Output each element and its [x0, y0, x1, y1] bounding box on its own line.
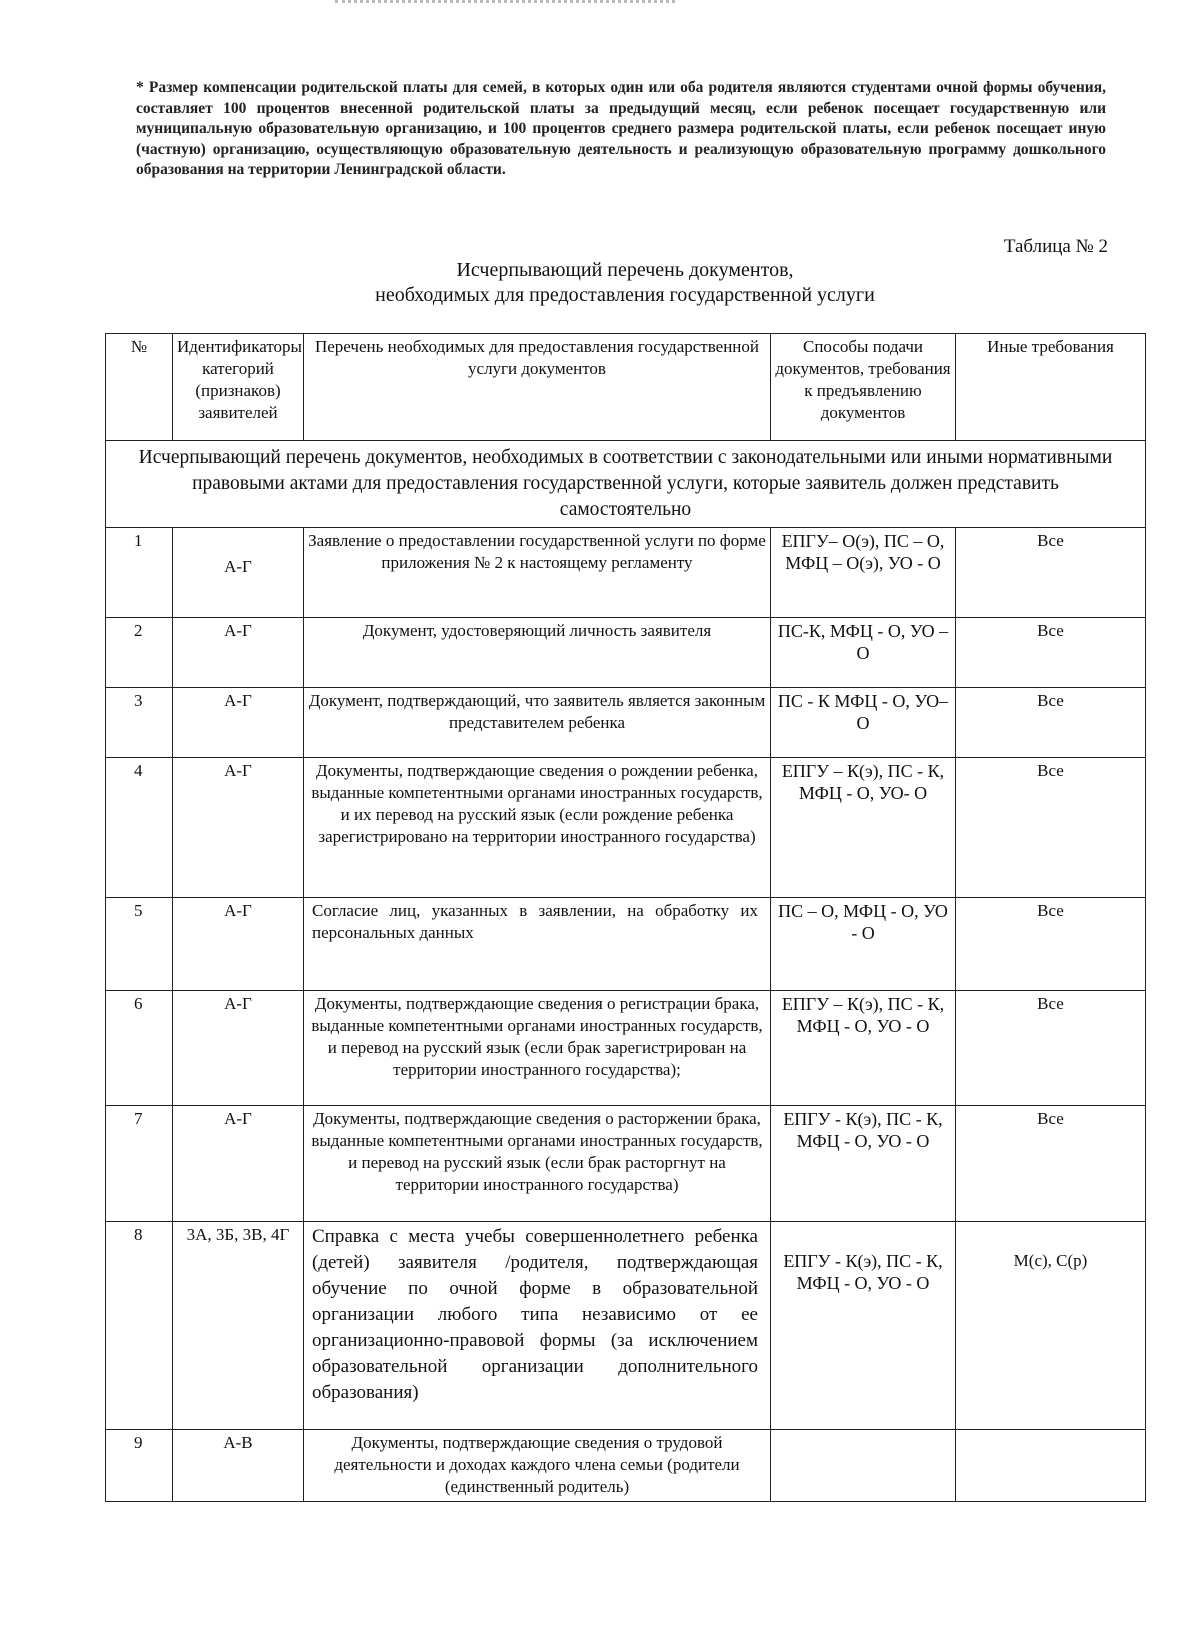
header-applicant-ids: Идентификаторы категорий (признаков) заявителей	[173, 334, 304, 441]
document-name: Документы, подтверждающие сведения о регистрации брака, выданные компетентными органами иностранных государств, и перевод на русский язык (если брак зарегистрирован на территории иностранного государства);	[304, 991, 771, 1106]
submission-ways: ЕПГУ - К(э), ПС - К, МФЦ - О, УО - О	[771, 1222, 956, 1430]
row-number: 2	[106, 618, 173, 688]
table-title-line2: необходимых для предоставления государственной услуги	[375, 284, 875, 306]
table-row	[106, 1222, 1146, 1430]
document-name: Документы, подтверждающие сведения о расторжении брака, выданные компетентными органами иностранных государств, и перевод на русский язык (если брак расторгнут на территории иностранного государства)	[304, 1106, 771, 1222]
table-row	[106, 991, 1146, 1106]
submission-ways: ПС - К МФЦ - О, УО– О	[771, 688, 956, 758]
submission-ways: ЕПГУ– О(э), ПС – О, МФЦ – О(э), УО - О	[771, 528, 956, 618]
document-name: Документы, подтверждающие сведения о трудовой деятельности и доходах каждого члена семьи (родители (единственный родитель)	[304, 1430, 771, 1502]
table-header-row	[106, 334, 1146, 441]
table-row	[106, 1430, 1146, 1502]
other-requirements: Все	[956, 1106, 1146, 1222]
section-row	[106, 441, 1146, 528]
document-name: Справка с места учебы совершеннолетнего ребенка (детей) заявителя /родителя, подтверждающая обучение по очной форме в образовательной организации любого типа независимо от ее организационно-правовой формы (за исключением образовательной организации дополнительного образования)	[304, 1222, 771, 1430]
row-number: 6	[106, 991, 173, 1106]
table-title	[105, 258, 1145, 308]
section-heading: Исчерпывающий перечень документов, необходимых в соответствии с законодательными или иными нормативными правовыми актами для предоставления государственной услуги, которые заявитель должен представить самостоятельно	[106, 441, 1146, 528]
header-documents: Перечень необходимых для предоставления государственной услуги документов	[304, 334, 771, 441]
applicant-ids: А-Г	[173, 618, 304, 688]
document-name: Документы, подтверждающие сведения о рождении ребенка, выданные компетентными органами иностранных государств, и их перевод на русский язык (если рождение ребенка зарегистрировано на территории иностранного государства)	[304, 758, 771, 898]
table-row	[106, 898, 1146, 991]
row-number: 1	[106, 528, 173, 618]
submission-ways: ЕПГУ – К(э), ПС - К, МФЦ - О, УО - О	[771, 991, 956, 1106]
submission-ways: ЕПГУ - К(э), ПС - К, МФЦ - О, УО - О	[771, 1106, 956, 1222]
row-number: 8	[106, 1222, 173, 1430]
table-row	[106, 618, 1146, 688]
header-num: №	[106, 334, 173, 441]
scan-artifact	[335, 0, 675, 11]
row-number: 4	[106, 758, 173, 898]
applicant-ids: А-Г	[173, 528, 304, 618]
table-row	[106, 1106, 1146, 1222]
table-row	[106, 528, 1146, 618]
other-requirements: Все	[956, 898, 1146, 991]
document-name: Документ, подтверждающий, что заявитель является законным представителем ребенка	[304, 688, 771, 758]
header-other-requirements: Иные требования	[956, 334, 1146, 441]
table-row	[106, 758, 1146, 898]
table-row	[106, 688, 1146, 758]
submission-ways: ЕПГУ – К(э), ПС - К, МФЦ - О, УО- О	[771, 758, 956, 898]
submission-ways: ПС-К, МФЦ - О, УО – О	[771, 618, 956, 688]
footnote-text: * Размер компенсации родительской платы для семей, в которых один или оба родителя являются студентами очной формы обучения, составляет 100 процентов внесенной родительской платы за предыдущий месяц, если ребенок посещает государственную или муниципальную образовательную организацию, и 100 процентов среднего размера родительской платы, если ребенок посещает иную (частную) организацию, осуществляющую образовательную деятельность и реализующую образовательную программу дошкольного образования на территории Ленинградской области.	[136, 79, 1106, 178]
submission-ways	[771, 1430, 956, 1502]
row-number: 5	[106, 898, 173, 991]
applicant-ids: А-Г	[173, 991, 304, 1106]
document-name: Заявление о предоставлении государственной услуги по форме приложения № 2 к настоящему регламенту	[304, 528, 771, 618]
other-requirements	[956, 1430, 1146, 1502]
applicant-ids: А-В	[173, 1430, 304, 1502]
applicant-ids: А-Г	[173, 1106, 304, 1222]
other-requirements: Все	[956, 528, 1146, 618]
applicant-ids: А-Г	[173, 898, 304, 991]
table-title-line1: Исчерпывающий перечень документов,	[456, 259, 794, 281]
table-number: Таблица № 2	[1003, 236, 1108, 257]
applicant-ids: А-Г	[173, 688, 304, 758]
row-number: 3	[106, 688, 173, 758]
other-requirements: М(с), С(р)	[956, 1222, 1146, 1430]
document-name: Документ, удостоверяющий личность заявителя	[304, 618, 771, 688]
header-submission-ways: Способы подачи документов, требования к предъявлению документов	[771, 334, 956, 441]
document-name: Согласие лиц, указанных в заявлении, на обработку их персональных данных	[304, 898, 771, 991]
applicant-ids: А-Г	[173, 758, 304, 898]
row-number: 7	[106, 1106, 173, 1222]
submission-ways: ПС – О, МФЦ - О, УО - О	[771, 898, 956, 991]
other-requirements: Все	[956, 991, 1146, 1106]
applicant-ids: 3А, 3Б, 3В, 4Г	[173, 1222, 304, 1430]
documents-table	[105, 333, 1146, 1502]
other-requirements: Все	[956, 758, 1146, 898]
row-number: 9	[106, 1430, 173, 1502]
other-requirements: Все	[956, 688, 1146, 758]
other-requirements: Все	[956, 618, 1146, 688]
